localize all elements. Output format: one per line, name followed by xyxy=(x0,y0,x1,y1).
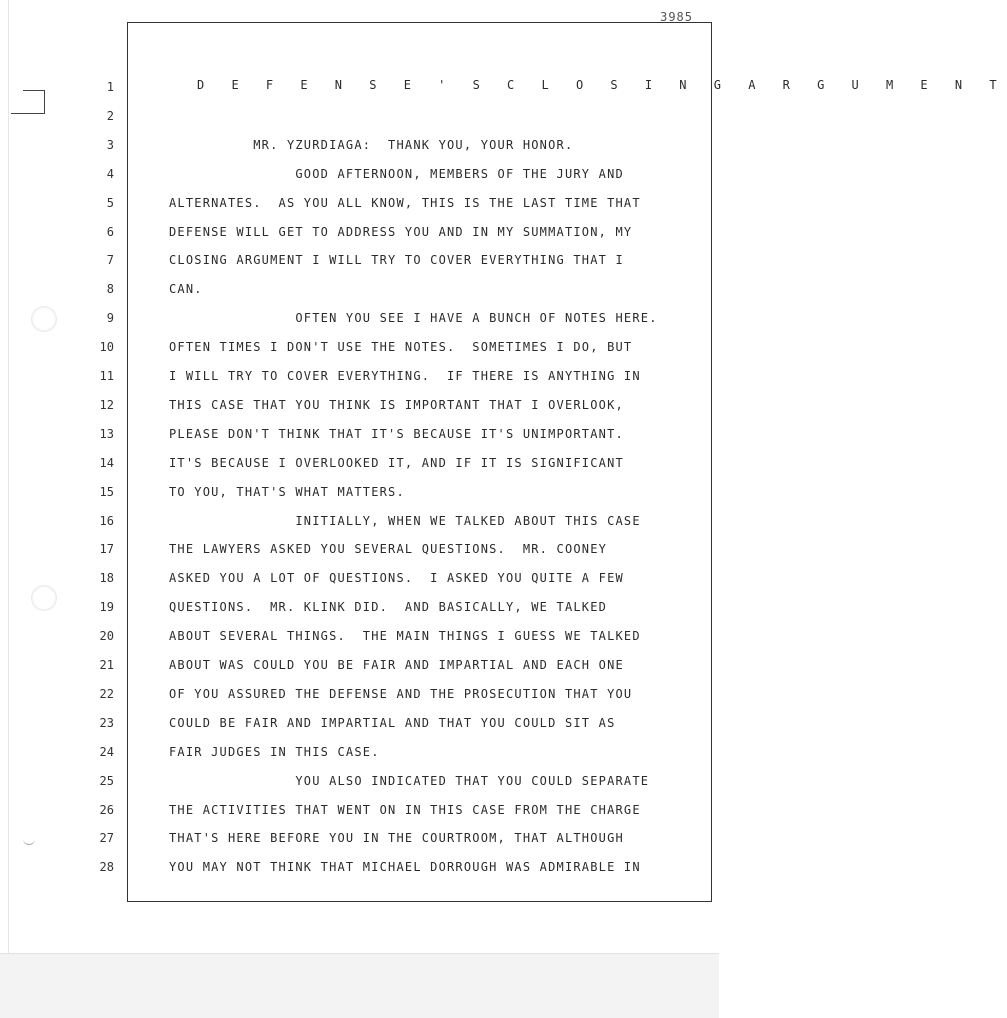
line-number: 6 xyxy=(106,224,114,239)
line-number: 8 xyxy=(106,282,114,297)
transcript-line: ALTERNATES. AS YOU ALL KNOW, THIS IS THE LAST TIME THAT xyxy=(169,195,641,210)
line-number: 20 xyxy=(99,629,114,644)
line-number: 18 xyxy=(99,571,114,586)
transcript-line: YOU MAY NOT THINK THAT MICHAEL DORROUGH WAS ADMIRABLE IN xyxy=(169,860,641,875)
transcript-line: OFTEN YOU SEE I HAVE A BUNCH OF NOTES HERE. xyxy=(169,311,658,326)
transcript-line: PLEASE DON'T THINK THAT IT'S BECAUSE IT'S UNIMPORTANT. xyxy=(169,426,624,441)
transcript-line: OFTEN TIMES I DON'T USE THE NOTES. SOMETIMES I DO, BUT xyxy=(169,340,633,355)
line-number: 16 xyxy=(99,513,114,528)
line-number: 28 xyxy=(99,860,114,875)
line-number: 26 xyxy=(99,802,114,817)
transcript-line: QUESTIONS. MR. KLINK DID. AND BASICALLY, WE TALKED xyxy=(169,600,608,615)
transcript-line: THIS CASE THAT YOU THINK IS IMPORTANT THAT I OVERLOOK, xyxy=(169,397,624,412)
line-number: 27 xyxy=(99,831,114,846)
transcript-line: ASKED YOU A LOT OF QUESTIONS. I ASKED YOU QUITE A FEW xyxy=(169,571,624,586)
transcript-line: DEFENSE WILL GET TO ADDRESS YOU AND IN MY SUMMATION, MY xyxy=(169,224,633,239)
transcript-line: THE LAWYERS ASKED YOU SEVERAL QUESTIONS. MR. COONEY xyxy=(169,542,608,557)
line-number: 14 xyxy=(99,455,114,470)
line-number: 13 xyxy=(99,426,114,441)
line-number: 22 xyxy=(99,686,114,701)
transcript-line: COULD BE FAIR AND IMPARTIAL AND THAT YOU COULD SIT AS xyxy=(169,715,616,730)
transcript-line: INITIALLY, WHEN WE TALKED ABOUT THIS CASE xyxy=(169,513,641,528)
margin-tick-mark xyxy=(23,838,35,845)
transcript-line: YOU ALSO INDICATED THAT YOU COULD SEPARATE xyxy=(169,773,650,788)
line-number: 23 xyxy=(99,715,114,730)
page-number: 3985 xyxy=(660,10,693,24)
line-number: 1 xyxy=(106,80,114,94)
transcript-line: THAT'S HERE BEFORE YOU IN THE COURTROOM, THAT ALTHOUGH xyxy=(169,831,624,846)
transcript-line: ABOUT SEVERAL THINGS. THE MAIN THINGS I GUESS WE TALKED xyxy=(169,629,641,644)
line-number: 5 xyxy=(106,195,114,210)
line-number: 2 xyxy=(106,108,114,123)
line-number: 9 xyxy=(106,311,114,326)
transcript-line: ABOUT WAS COULD YOU BE FAIR AND IMPARTIAL AND EACH ONE xyxy=(169,658,624,672)
line-number: 15 xyxy=(99,484,114,499)
transcript-line: TO YOU, THAT'S WHAT MATTERS. xyxy=(169,484,405,499)
line-number: 19 xyxy=(99,600,114,615)
line-number: 25 xyxy=(99,773,114,788)
transcript-line: I WILL TRY TO COVER EVERYTHING. IF THERE IS ANYTHING IN xyxy=(169,369,641,383)
transcript-line: OF YOU ASSURED THE DEFENSE AND THE PROSECUTION THAT YOU xyxy=(169,686,633,701)
line-number: 7 xyxy=(106,253,114,268)
transcript-line: CAN. xyxy=(169,282,203,297)
punch-hole xyxy=(31,306,57,332)
line-number: 17 xyxy=(99,542,114,557)
line-number: 12 xyxy=(99,397,114,412)
line-number: 11 xyxy=(99,369,114,383)
punch-hole xyxy=(31,585,57,611)
transcript-line: MR. YZURDIAGA: THANK YOU, YOUR HONOR. xyxy=(169,137,574,152)
transcript-line: FAIR JUDGES IN THIS CASE. xyxy=(169,744,380,759)
transcript-line: CLOSING ARGUMENT I WILL TRY TO COVER EVERYTHING THAT I xyxy=(169,253,624,268)
scan-margin xyxy=(0,953,719,1018)
margin-bracket-mark xyxy=(23,90,45,114)
line-number: 3 xyxy=(106,137,114,152)
line-number: 21 xyxy=(99,658,114,672)
transcript-line: THE ACTIVITIES THAT WENT ON IN THIS CASE FROM THE CHARGE xyxy=(169,802,641,817)
document-title: D E F E N S E ' S C L O S I N G A R G U M E N T xyxy=(197,78,1007,92)
transcript-line: GOOD AFTERNOON, MEMBERS OF THE JURY AND xyxy=(169,166,624,181)
line-number: 4 xyxy=(106,166,114,181)
transcript-line: IT'S BECAUSE I OVERLOOKED IT, AND IF IT IS SIGNIFICANT xyxy=(169,455,624,470)
line-number: 24 xyxy=(99,744,114,759)
transcript-page xyxy=(8,0,1007,953)
line-number: 10 xyxy=(99,340,114,355)
